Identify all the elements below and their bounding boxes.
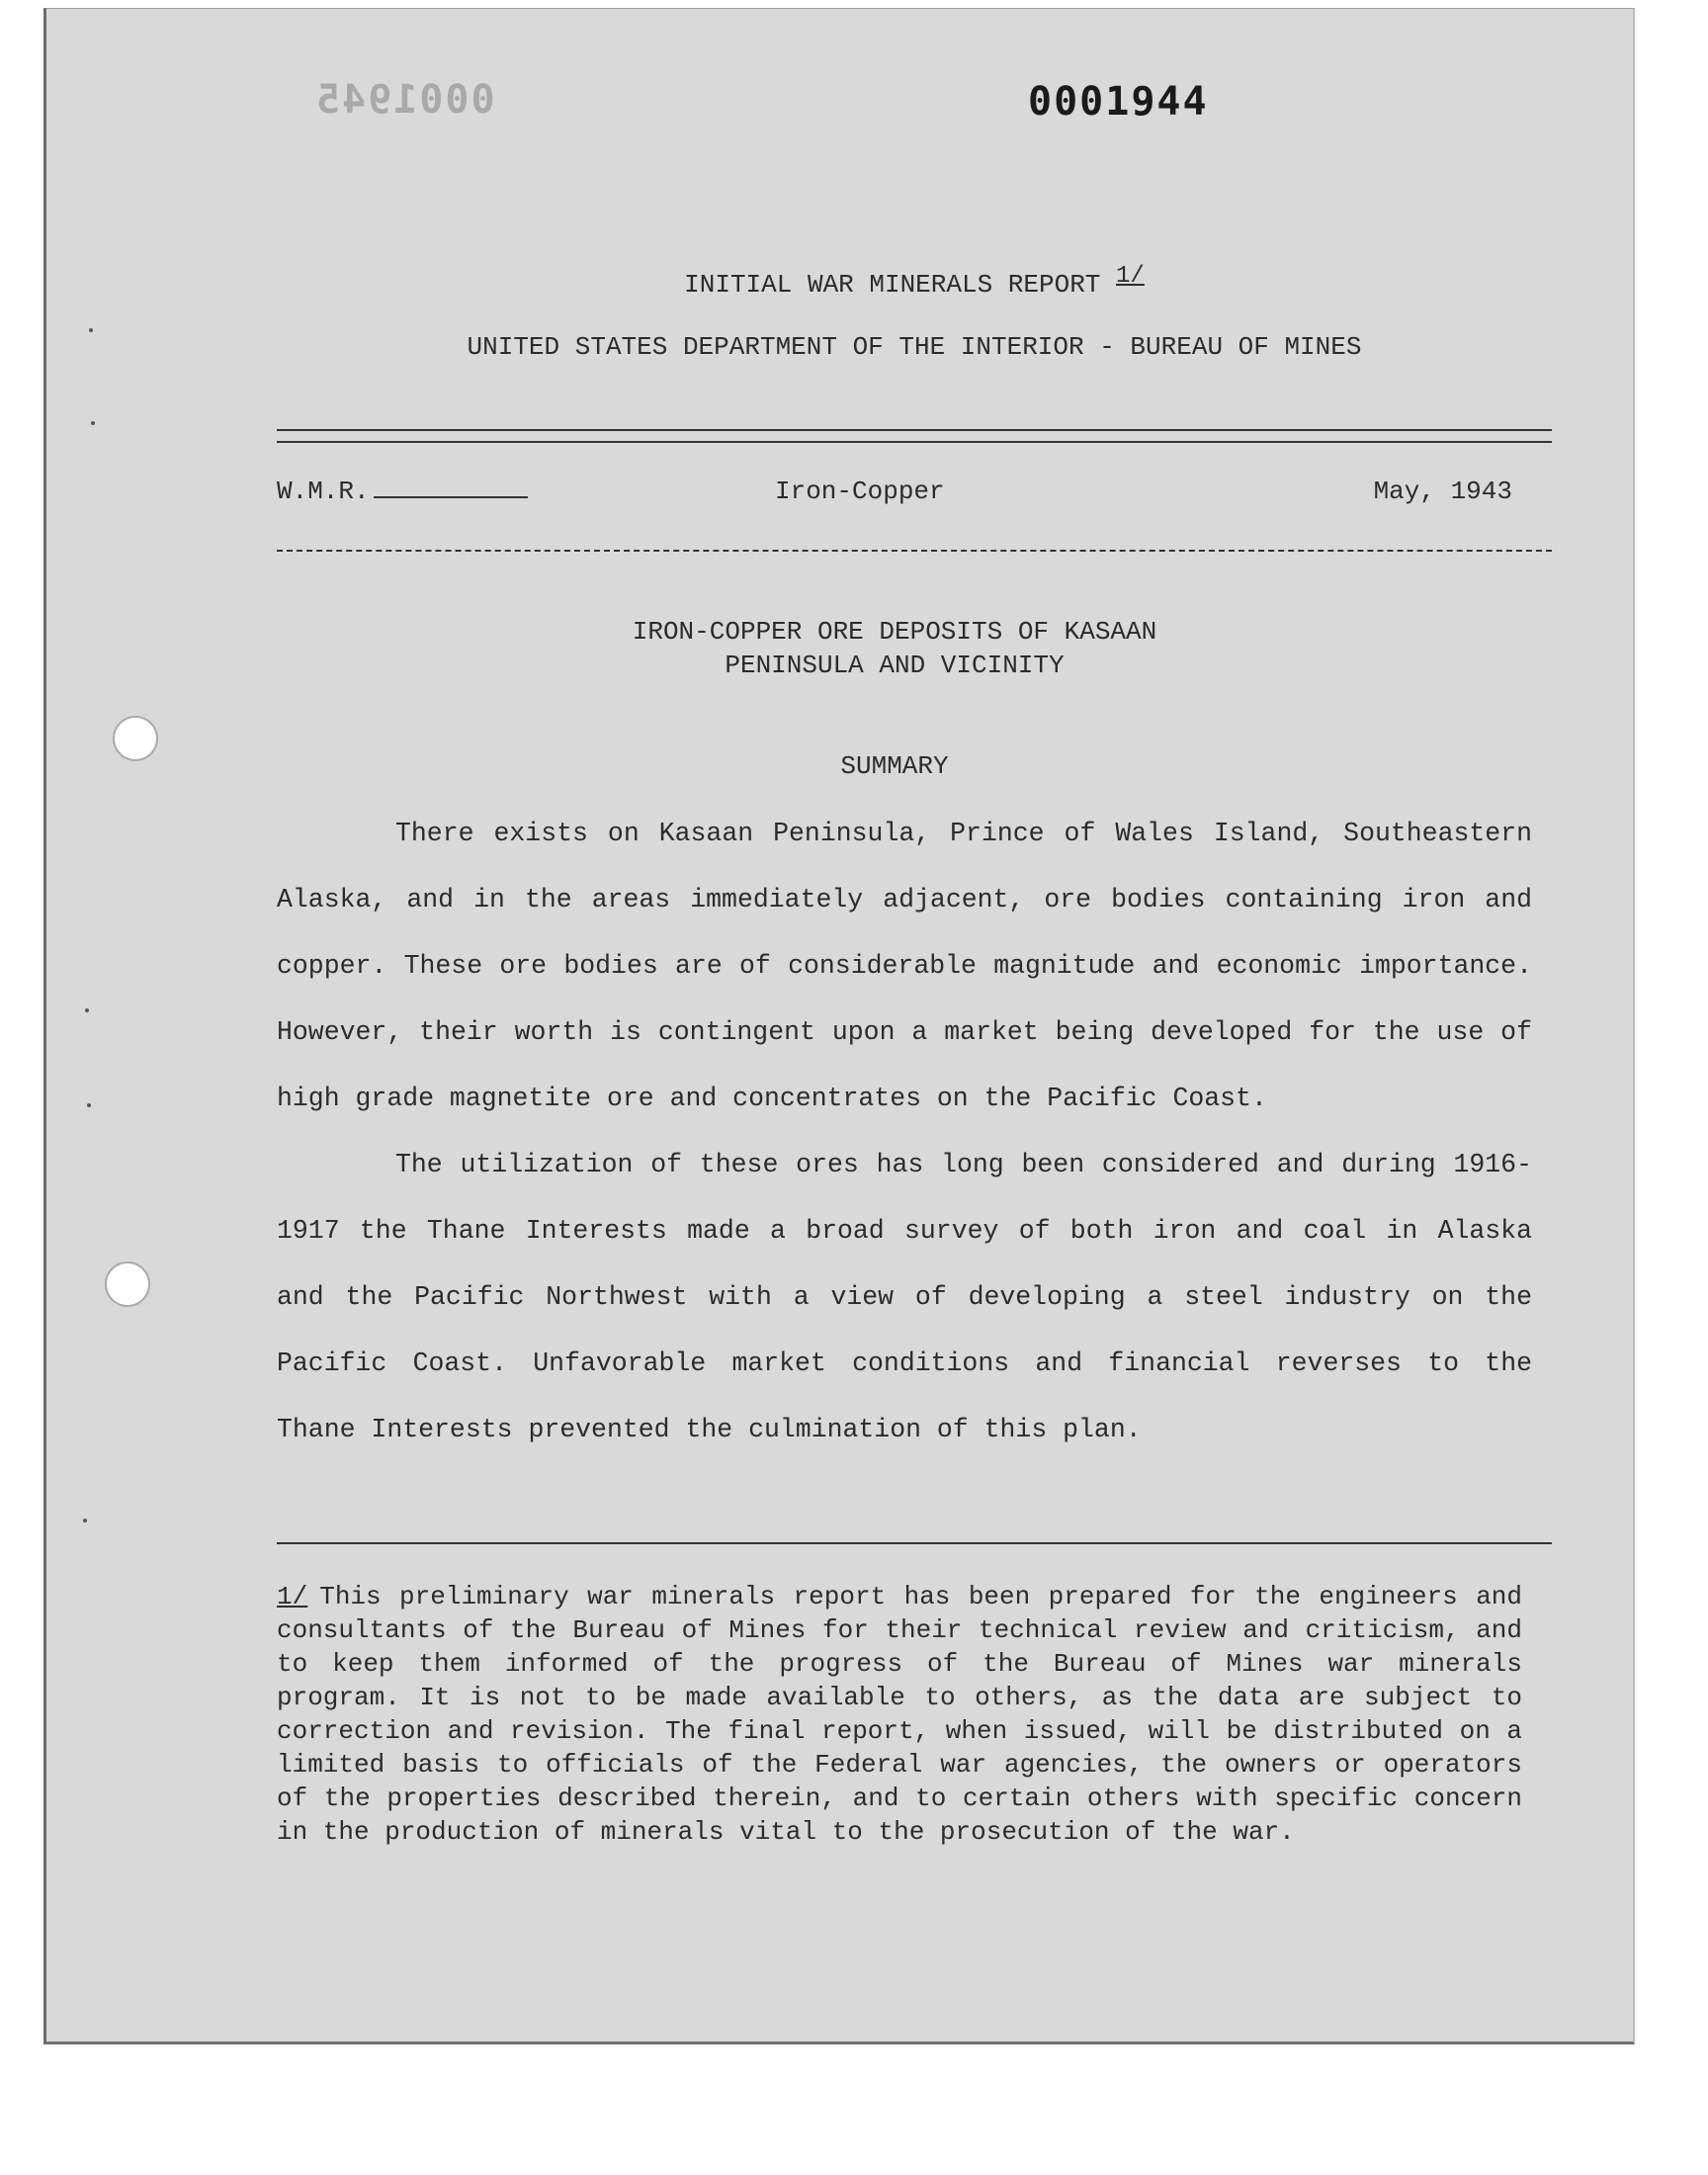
paragraph: There exists on Kasaan Peninsula, Prince of Wales Island, Southeastern Alaska, and in the areas immediately adjacent, ore bodies containing iron and copper. These ore bodies are of considerable magnitude and economic importance. However, their worth is contingent upon a market being developed for the use of high grade magnetite ore and concentrates on the Pacific Coast. <box>277 819 1532 1113</box>
report-series-heading <box>277 263 1552 300</box>
report-title-line-2: PENINSULA AND VICINITY <box>725 651 1065 680</box>
meta-divider <box>277 550 1552 552</box>
commodity: Iron-Copper <box>775 477 945 506</box>
document-number-stamp-reversed: 0001945 <box>314 77 495 123</box>
report-title <box>277 615 1512 682</box>
report-date: May, 1943 <box>1373 477 1512 506</box>
footnote-reference: 1/ <box>1116 263 1145 290</box>
footnote-mark: 1/ <box>277 1582 308 1611</box>
page-mark <box>91 421 95 425</box>
wmr-label: W.M.R. <box>277 477 370 506</box>
punch-hole <box>105 1262 150 1307</box>
page-mark <box>85 1008 89 1012</box>
report-series-title: INITIAL WAR MINERALS REPORT <box>684 270 1101 300</box>
double-rule-top <box>277 429 1552 431</box>
page-mark <box>87 1103 91 1107</box>
footnote-text: This preliminary war minerals report has been prepared for the engineers and consultants of the Bureau of Mines for their technical review and criticism, and to keep them informed of the progress of the Bureau of Mines war minerals program. It is not to be made available to others, as the data are subject to correction and revision. The final report, when issued, will be distributed on a limited basis to officials of the Federal war agencies, the owners or operators of the properties described therein, and to certain others with specific concern in the production of minerals vital to the prosecution of the war. <box>277 1582 1522 1847</box>
page-mark <box>89 328 93 332</box>
wmr-blank-line <box>374 496 528 498</box>
wmr-field <box>277 477 528 506</box>
footnote <box>277 1580 1522 1849</box>
report-title-line-1: IRON-COPPER ORE DEPOSITS OF KASAAN <box>632 617 1157 647</box>
summary-heading: SUMMARY <box>840 751 949 781</box>
footnote-divider <box>277 1542 1552 1544</box>
agency-heading: UNITED STATES DEPARTMENT OF THE INTERIOR - BUREAU OF MINES <box>467 332 1362 362</box>
double-rule-bottom <box>277 441 1552 443</box>
document-number-stamp: 0001944 <box>1028 79 1209 125</box>
paragraph: The utilization of these ores has long been considered and during 1916-1917 the Thane Interests made a broad survey of both iron and coal in Alaska and the Pacific Northwest with a view of developing a steel industry on the Pacific Coast. Unfavorable market conditions and financial reverses to the Thane Interests prevented the culmination of this plan. <box>277 1150 1532 1444</box>
summary-body <box>277 801 1532 1463</box>
page-mark <box>83 1519 87 1522</box>
punch-hole <box>113 716 158 761</box>
